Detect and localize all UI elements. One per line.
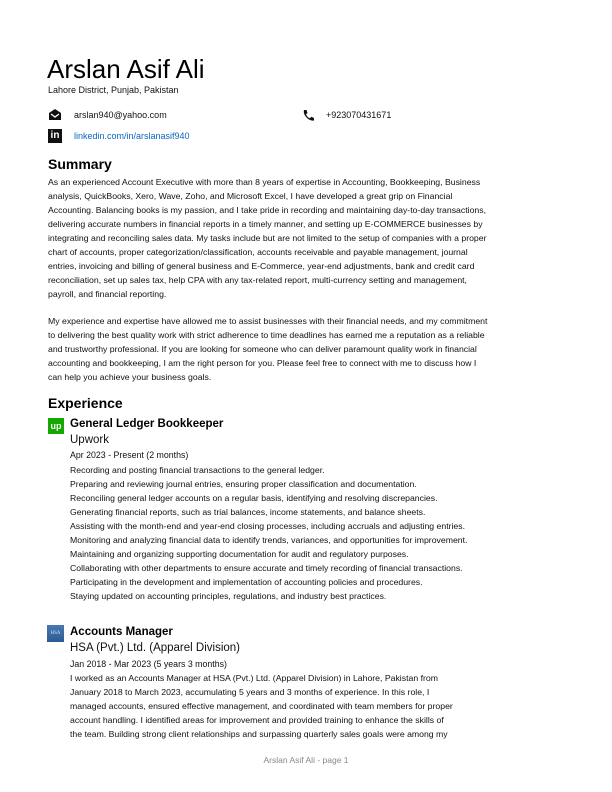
job-title: General Ledger Bookkeeper — [70, 418, 224, 430]
linkedin-icon: in — [48, 129, 62, 143]
job-dates: Apr 2023 - Present (2 months) — [70, 450, 189, 460]
summary-paragraph-2: My experience and expertise have allowed me to assist businesses with their financial needs, and my commitment to delivering the best quality work with strict adherence to time deadlines has earned me a reputation as a reliable and trustworthy professional. If you are looking for someone who can deliver paramount quality work in financial accounting and bookkeeping, I am the right person for you. Please feel free to connect with me to discuss how I can help you achieve your business goals. — [48, 316, 488, 382]
job-title: Accounts Manager — [70, 626, 173, 638]
job-description: Recording and posting financial transactions to the general ledger. Preparing and reviewing journal entries, ensuring proper classification and documentation. Reconciling general ledger accounts on a regular basis, identifying and resolving discrepancies. Generating financial reports, such as trial balances, income statements, and balance sheets. Assisting with the month-end and year-end closing processes, including accruals and adjusting entries. Monitoring and analyzing financial data to identify trends, variances, and opportunities for improvement. Maintaining and organizing supporting documentation for audit and regulatory purposes. Collaborating with other departments to ensure accurate and timely recording of financial transactions. Participating in the development and implementation of accounting policies and procedures. Staying updated on accounting principles, regulations, and industry best practices. — [70, 465, 468, 601]
summary-heading: Summary — [48, 156, 112, 172]
candidate-name: Arslan Asif Ali — [47, 54, 205, 84]
page-footer: Arslan Asif Ali - page 1 — [263, 755, 349, 765]
phone-icon — [302, 109, 315, 122]
company-name: Upwork — [70, 434, 109, 446]
email-icon — [48, 108, 62, 121]
summary-paragraph-1: As an experienced Account Executive with more than 8 years of expertise in Accounting, Bookkeeping, Business analysis, QuickBooks, Xero, Wave, Zoho, and Microsoft Excel, I have developed a great grip on Financial Accounting. Balancing books is my passion, and I take pride in recording and maintaining day-to-day transactions, delivering accurate numbers in financial reports in a timely manner, and setting up E-COMMERCE businesses by integrating and reconciling sales data. My tasks include but are not limited to the setup of companies with a proper chart of accounts, proper categorization/classification, accounts receivable and payable management, journal entries, invoicing and billing of general business and E-Commerce, year-end adjustments, bank and credit card reconciliation, set up sales tax, help CPA with any tax-related report, multi-currency setting and management, payroll, and financial reporting. — [48, 177, 487, 299]
experience-heading: Experience — [48, 395, 123, 411]
company-name: HSA (Pvt.) Ltd. (Apparel Division) — [70, 642, 241, 654]
email-address[interactable]: arslan940@yahoo.com — [74, 110, 167, 120]
upwork-logo: up — [48, 418, 64, 434]
location: Lahore District, Punjab, Pakistan — [48, 85, 179, 95]
phone-number: +923070431671 — [326, 110, 392, 120]
linkedin-link[interactable]: linkedin.com/in/arslanasif940 — [74, 131, 190, 141]
hsa-logo: HSA — [47, 625, 64, 642]
job-dates: Jan 2018 - Mar 2023 (5 years 3 months) — [70, 659, 227, 669]
job-description: I worked as an Accounts Manager at HSA (Pvt.) Ltd. (Apparel Division) in Lahore, Pakistan from January 2018 to March 2023, accumulating 5 years and 3 months of experience. In this role, I managed accounts, ensured effective management, and coordinated with team members for proper account handling. I identified areas for improvement and provided training to enhance the skills of the team. Building strong client relationships and surpassing quarterly sales goals were among my — [70, 673, 453, 739]
